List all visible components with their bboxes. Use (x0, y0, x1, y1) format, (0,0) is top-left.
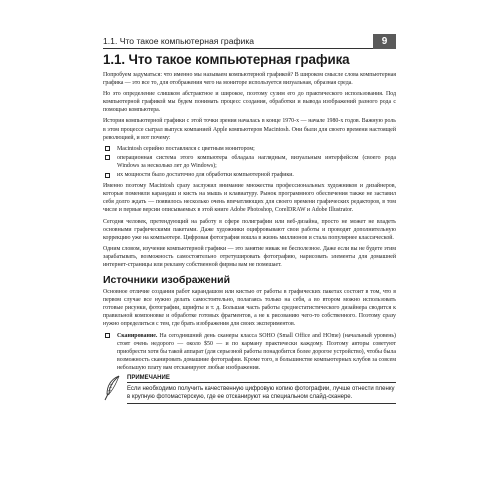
note-label: ПРИМЕЧАНИЕ (127, 375, 396, 383)
sources-list (103, 332, 396, 372)
page-content (103, 52, 396, 404)
running-header (103, 34, 396, 49)
list-item (103, 154, 396, 170)
list-item-text: Macintosh серийно поставлялся с цветным монитором; (117, 145, 255, 152)
section-title: 1.1. Что такое компьютерная графика (103, 52, 350, 67)
paragraph: Основное отличие создания работ карандашом или кистью от работы в графических пакетах состоит в том, что в первом случае все нужно делать самостоятельно, полагаясь только на себя, а во втором можно использовать готовые рисунки, фотографии, шрифты и т. д. Большая часть работы среднестатистического дизайнера сводится к правильной компоновке и обработке готовых фрагментов, а не к рисованию чего-то собственного. Поэтому сразу нужно определиться с тем, где брать изображения для своих экспериментов. (103, 289, 396, 328)
note-box (103, 375, 396, 404)
list-item (103, 145, 396, 153)
list-item (103, 332, 396, 372)
paragraph: История компьютерной графики с этой точки зрения началась в конце 1970-х — начале 1980-х годов. Важную роль в этом процессе сыграл выпуск компанией Apple компьютеров Macintosh. Они были для своего времени настоящей революцией, и вот почему: (103, 118, 396, 141)
checkbox-bullet-icon (105, 155, 110, 160)
list-item (103, 171, 396, 179)
feather-quill-icon (103, 375, 123, 401)
paragraph: Попробуем задуматься: что именно мы называем компьютерной графикой? В широком смысле слова компьютерная графика — это все то, для отображения чего на мониторе используется визуальная, образная среда. (103, 72, 396, 87)
paragraph: Но это определение слишком абстрактное и широкое, поэтому сузим его до практического использования. Под компьютерной графикой мы будем понимать процесс создания, обработки и вывода изображений разного рода с помощью компьютера. (103, 91, 396, 114)
paragraph: Одним словом, изучение компьютерной графики — это занятие никак не бесполезное. Даже если вы не будете этим зарабатывать, возможность самостоятельно отретушировать фотографию, нарисовать элементы для домашней интернет-страницы или рекламу собственной фирмы вам не помешает. (103, 245, 396, 268)
checkbox-bullet-icon (105, 173, 110, 178)
checkbox-bullet-icon (105, 146, 110, 151)
paragraph: Именно поэтому Macintosh сразу заслужил внимание множества профессиональных художников и дизайнеров, которые поменяли карандаш и кисть на мышь и клавиатуру. Рынок программного обеспечения также не заставил себя долго ждать — появилось несколько очень впечатляющих для своего времени графических редакторов, в том числе и первые версии описываемых в этой книге Adobe Photoshop, CorelDRAW и Adobe Illustrator. (103, 183, 396, 214)
paragraph: Сегодня человек, претендующий на работу в сфере полиграфии или веб-дизайна, просто не может не владеть основными графическими пакетами. Даже художники оцифровывают свои работы и проводят дополнительную коррекцию уже на компьютере. Цифровая фотография вошла в жизнь миллионов и стала популярнее классической. (103, 218, 396, 241)
subsection-title: Источники изображений (103, 274, 231, 287)
reasons-list (103, 145, 396, 179)
checkbox-bullet-icon (105, 333, 110, 338)
list-item-text: их мощности было достаточно для обработки компьютерной графики. (117, 172, 294, 179)
note-text: Если необходимо получить качественную цифровую копию фотографии, лучше отнести пленку в крупную фотомастерскую, где ее отсканируют на специальном слайд-сканере. (127, 385, 396, 404)
running-title: 1.1. Что такое компьютерная графика (103, 36, 255, 46)
page-number: 9 (373, 34, 396, 49)
list-item-text: операционная система этого компьютера обладала наглядным, визуальным интерфейсом (своего рода Windows за несколько лет до Windows); (117, 154, 396, 169)
term-label: Сканирование. (117, 332, 158, 339)
list-item-text: На сегодняшний день сканеры класса SOHO (Small Office and HOme) (начальный уровень) стоят очень недорого — около $50 — и по карману практически каждому. Поэтому авторы советуют приобрести хотя бы такой аппарат (для серьезной работы понадобится более дорогое устройство), чтобы была возможность сканировать домашние фотографии. Кроме того, в большинстве компьютерных клубов за совсем небольшую плату вам отсканируют любые изображения. (117, 332, 396, 371)
